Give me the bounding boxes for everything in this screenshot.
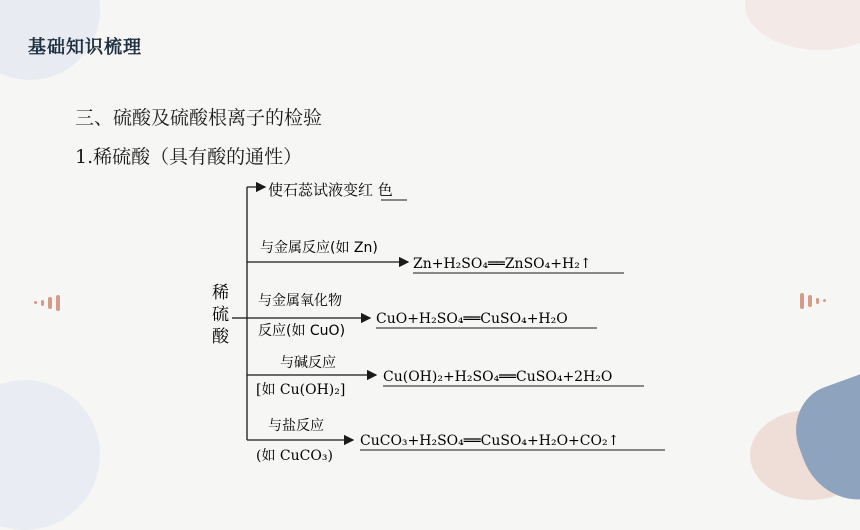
branch-3-label-2: 反应(如 CuO) xyxy=(258,323,346,339)
section-heading: 三、硫酸及硫酸根离子的检验 xyxy=(75,107,323,129)
root-char-1: 稀 xyxy=(212,283,229,303)
branch-4-label-2: [如 Cu(OH)₂] xyxy=(256,382,346,398)
branch-5-equation: CuCO₃+H₂SO₄══CuSO₄+H₂O+CO₂↑ xyxy=(360,433,620,449)
page-title: 基础知识梳理 xyxy=(28,37,142,58)
branch-2-equation: Zn+H₂SO₄══ZnSO₄+H₂↑ xyxy=(413,256,592,272)
section-subheading: 1.稀硫酸（具有酸的通性） xyxy=(75,146,303,168)
branch-2-label: 与金属反应(如 Zn) xyxy=(260,240,378,256)
branch-1-label: 使石蕊试液变红 色 xyxy=(268,181,393,199)
branch-4-label: 与碱反应 xyxy=(280,355,336,371)
branch-5-label-2: (如 CuCO₃) xyxy=(256,448,333,464)
root-char-2: 硫 xyxy=(212,305,229,325)
branch-5-label: 与盐反应 xyxy=(268,418,324,434)
branch-4-equation: Cu(OH)₂+H₂SO₄══CuSO₄+2H₂O xyxy=(383,369,613,385)
branch-3-equation: CuO+H₂SO₄══CuSO₄+H₂O xyxy=(376,311,568,327)
root-char-3: 酸 xyxy=(212,327,229,347)
branch-3-label: 与金属氧化物 xyxy=(258,293,342,309)
